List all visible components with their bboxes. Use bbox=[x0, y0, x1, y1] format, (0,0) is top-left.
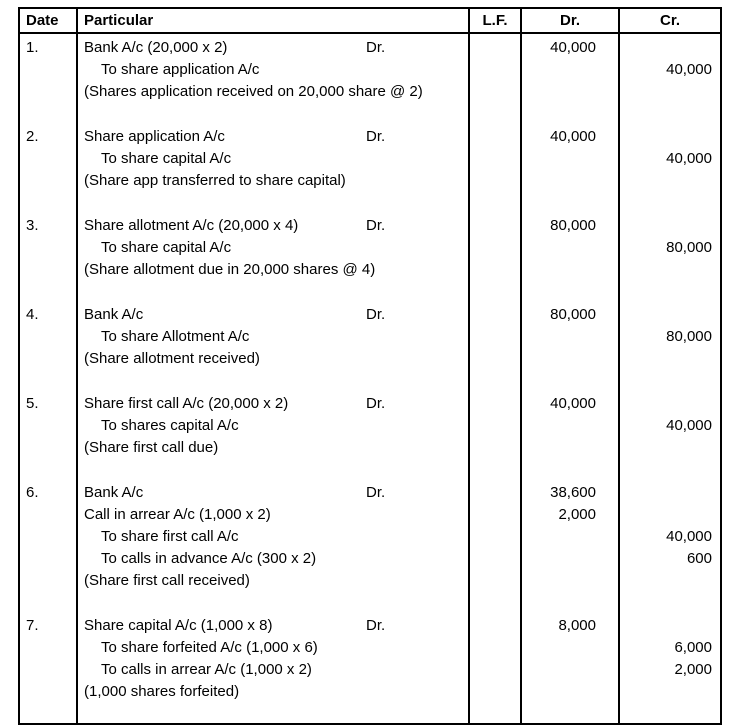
date-cell bbox=[20, 479, 78, 612]
dr-label: Dr. bbox=[366, 617, 386, 634]
dr-amount: 40,000 bbox=[550, 128, 596, 145]
cr-amount: 80,000 bbox=[666, 328, 712, 345]
particular-line bbox=[78, 170, 468, 192]
journal-entry-row bbox=[20, 479, 720, 612]
dr-amount bbox=[522, 437, 618, 459]
date-text: 3. bbox=[26, 217, 39, 234]
particular-cell bbox=[78, 123, 470, 212]
cr-amount: 40,000 bbox=[666, 417, 712, 434]
journal-entry-row bbox=[20, 34, 720, 123]
particular-text: (Share first call received) bbox=[84, 572, 250, 589]
particular-line bbox=[78, 681, 468, 703]
dr-amount: 38,600 bbox=[550, 484, 596, 501]
journal-body bbox=[20, 34, 720, 723]
dr-amount bbox=[522, 659, 618, 681]
cr-amount bbox=[620, 681, 720, 703]
particular-line bbox=[78, 437, 468, 459]
particular-line bbox=[78, 526, 468, 548]
cr-amount bbox=[620, 170, 720, 192]
particular-text: To shares capital A/c bbox=[101, 417, 239, 434]
date-text: 1. bbox=[26, 39, 39, 56]
lf-cell bbox=[470, 301, 522, 390]
particular-line bbox=[78, 659, 468, 681]
particular-line bbox=[78, 37, 468, 59]
particular-text: (Shares application received on 20,000 share @ 2) bbox=[84, 83, 423, 100]
particular-text: Share first call A/c (20,000 x 2) bbox=[84, 395, 289, 412]
dr-amount: 2,000 bbox=[558, 506, 596, 523]
particular-line bbox=[78, 615, 468, 637]
date-cell bbox=[20, 34, 78, 123]
particular-line bbox=[78, 304, 468, 326]
dr-amount: 80,000 bbox=[550, 217, 596, 234]
dr-cell bbox=[522, 212, 620, 301]
date-text: 4. bbox=[26, 306, 39, 323]
cr-amount bbox=[620, 570, 720, 592]
dr-amount bbox=[522, 681, 618, 703]
particular-text: To calls in advance A/c (300 x 2) bbox=[101, 550, 317, 567]
dr-amount bbox=[522, 170, 618, 192]
cr-cell bbox=[620, 123, 720, 212]
particular-text: To share Allotment A/c bbox=[101, 328, 250, 345]
lf-cell bbox=[470, 34, 522, 123]
dr-amount bbox=[522, 237, 618, 259]
particular-line bbox=[78, 259, 468, 281]
lf-cell bbox=[470, 479, 522, 612]
particular-line bbox=[78, 548, 468, 570]
dr-cell bbox=[522, 301, 620, 390]
particular-text: Bank A/c bbox=[84, 484, 144, 501]
particular-text: (Share app transferred to share capital) bbox=[84, 172, 346, 189]
journal-entry-row bbox=[20, 123, 720, 212]
cr-amount: 6,000 bbox=[674, 639, 712, 656]
particular-text: (Share allotment received) bbox=[84, 350, 260, 367]
journal-entry-row bbox=[20, 390, 720, 479]
cr-cell bbox=[620, 212, 720, 301]
particular-line bbox=[78, 326, 468, 348]
particular-text: Share application A/c bbox=[84, 128, 225, 145]
particular-line bbox=[78, 393, 468, 415]
dr-amount bbox=[522, 526, 618, 548]
dr-amount: 8,000 bbox=[558, 617, 596, 634]
particular-cell bbox=[78, 479, 470, 612]
particular-line bbox=[78, 81, 468, 103]
date-text: 7. bbox=[26, 617, 39, 634]
dr-label: Dr. bbox=[366, 128, 386, 145]
particular-text: To share capital A/c bbox=[101, 239, 232, 256]
date-cell bbox=[20, 301, 78, 390]
dr-label: Dr. bbox=[366, 395, 386, 412]
cr-cell bbox=[620, 479, 720, 612]
cr-amount bbox=[620, 126, 720, 148]
cr-cell bbox=[620, 34, 720, 123]
particular-line bbox=[78, 215, 468, 237]
cr-amount: 40,000 bbox=[666, 61, 712, 78]
dr-cell bbox=[522, 390, 620, 479]
cr-amount bbox=[620, 437, 720, 459]
dr-amount: 40,000 bbox=[550, 39, 596, 56]
particular-text: Call in arrear A/c (1,000 x 2) bbox=[84, 506, 271, 523]
particular-text: To share capital A/c bbox=[101, 150, 232, 167]
date-text: 2. bbox=[26, 128, 39, 145]
dr-amount bbox=[522, 81, 618, 103]
particular-line bbox=[78, 126, 468, 148]
dr-cell bbox=[522, 34, 620, 123]
particular-cell bbox=[78, 34, 470, 123]
cr-amount bbox=[620, 393, 720, 415]
particular-text: (Share first call due) bbox=[84, 439, 219, 456]
cr-cell bbox=[620, 301, 720, 390]
date-cell bbox=[20, 612, 78, 723]
cr-amount: 80,000 bbox=[666, 239, 712, 256]
dr-amount: 40,000 bbox=[550, 395, 596, 412]
particular-text: To calls in arrear A/c (1,000 x 2) bbox=[101, 661, 312, 678]
lf-cell bbox=[470, 123, 522, 212]
lf-cell bbox=[470, 212, 522, 301]
date-text: 6. bbox=[26, 484, 39, 501]
journal-entry-row bbox=[20, 612, 720, 723]
journal-table bbox=[18, 7, 722, 725]
date-cell bbox=[20, 212, 78, 301]
particular-cell bbox=[78, 301, 470, 390]
cr-amount: 40,000 bbox=[666, 528, 712, 545]
table-header-row bbox=[20, 9, 720, 34]
cr-amount: 600 bbox=[686, 550, 712, 567]
dr-amount bbox=[522, 570, 618, 592]
cr-amount bbox=[620, 215, 720, 237]
dr-amount bbox=[522, 59, 618, 81]
cr-cell bbox=[620, 390, 720, 479]
header-particular: Particular bbox=[78, 9, 470, 34]
lf-cell bbox=[470, 390, 522, 479]
dr-amount bbox=[522, 637, 618, 659]
particular-text: Bank A/c (20,000 x 2) bbox=[84, 39, 228, 56]
particular-text: To share first call A/c bbox=[101, 528, 239, 545]
particular-text: Bank A/c bbox=[84, 306, 144, 323]
dr-amount bbox=[522, 548, 618, 570]
particular-line bbox=[78, 570, 468, 592]
cr-amount bbox=[620, 37, 720, 59]
particular-line bbox=[78, 482, 468, 504]
cr-amount bbox=[620, 259, 720, 281]
particular-line bbox=[78, 59, 468, 81]
dr-label: Dr. bbox=[366, 217, 386, 234]
particular-line bbox=[78, 237, 468, 259]
dr-amount: 80,000 bbox=[550, 306, 596, 323]
dr-amount bbox=[522, 148, 618, 170]
header-date: Date bbox=[20, 9, 78, 34]
date-cell bbox=[20, 123, 78, 212]
particular-line bbox=[78, 348, 468, 370]
particular-line bbox=[78, 148, 468, 170]
particular-text: (1,000 shares forfeited) bbox=[84, 683, 240, 700]
particular-cell bbox=[78, 612, 470, 723]
cr-amount: 2,000 bbox=[674, 661, 712, 678]
particular-cell bbox=[78, 390, 470, 479]
dr-amount bbox=[522, 326, 618, 348]
cr-amount: 40,000 bbox=[666, 150, 712, 167]
dr-amount bbox=[522, 348, 618, 370]
dr-label: Dr. bbox=[366, 306, 386, 323]
particular-text: (Share allotment due in 20,000 shares @ 4) bbox=[84, 261, 376, 278]
particular-text: Share capital A/c (1,000 x 8) bbox=[84, 617, 273, 634]
particular-line bbox=[78, 415, 468, 437]
particular-line bbox=[78, 637, 468, 659]
cr-amount bbox=[620, 615, 720, 637]
particular-line bbox=[78, 504, 468, 526]
cr-amount bbox=[620, 348, 720, 370]
dr-amount bbox=[522, 415, 618, 437]
journal-entry-row bbox=[20, 301, 720, 390]
header-cr: Cr. bbox=[620, 9, 720, 34]
particular-text: To share forfeited A/c (1,000 x 6) bbox=[101, 639, 318, 656]
particular-cell bbox=[78, 212, 470, 301]
particular-text: Share allotment A/c (20,000 x 4) bbox=[84, 217, 299, 234]
cr-cell bbox=[620, 612, 720, 723]
cr-amount bbox=[620, 482, 720, 504]
dr-cell bbox=[522, 479, 620, 612]
header-dr: Dr. bbox=[522, 9, 620, 34]
date-cell bbox=[20, 390, 78, 479]
date-text: 5. bbox=[26, 395, 39, 412]
dr-label: Dr. bbox=[366, 39, 386, 56]
journal-entry-row bbox=[20, 212, 720, 301]
lf-cell bbox=[470, 612, 522, 723]
dr-cell bbox=[522, 123, 620, 212]
header-lf: L.F. bbox=[470, 9, 522, 34]
cr-amount bbox=[620, 81, 720, 103]
cr-amount bbox=[620, 304, 720, 326]
dr-label: Dr. bbox=[366, 484, 386, 501]
particular-text: To share application A/c bbox=[101, 61, 260, 78]
dr-amount bbox=[522, 259, 618, 281]
dr-cell bbox=[522, 612, 620, 723]
cr-amount bbox=[620, 504, 720, 526]
